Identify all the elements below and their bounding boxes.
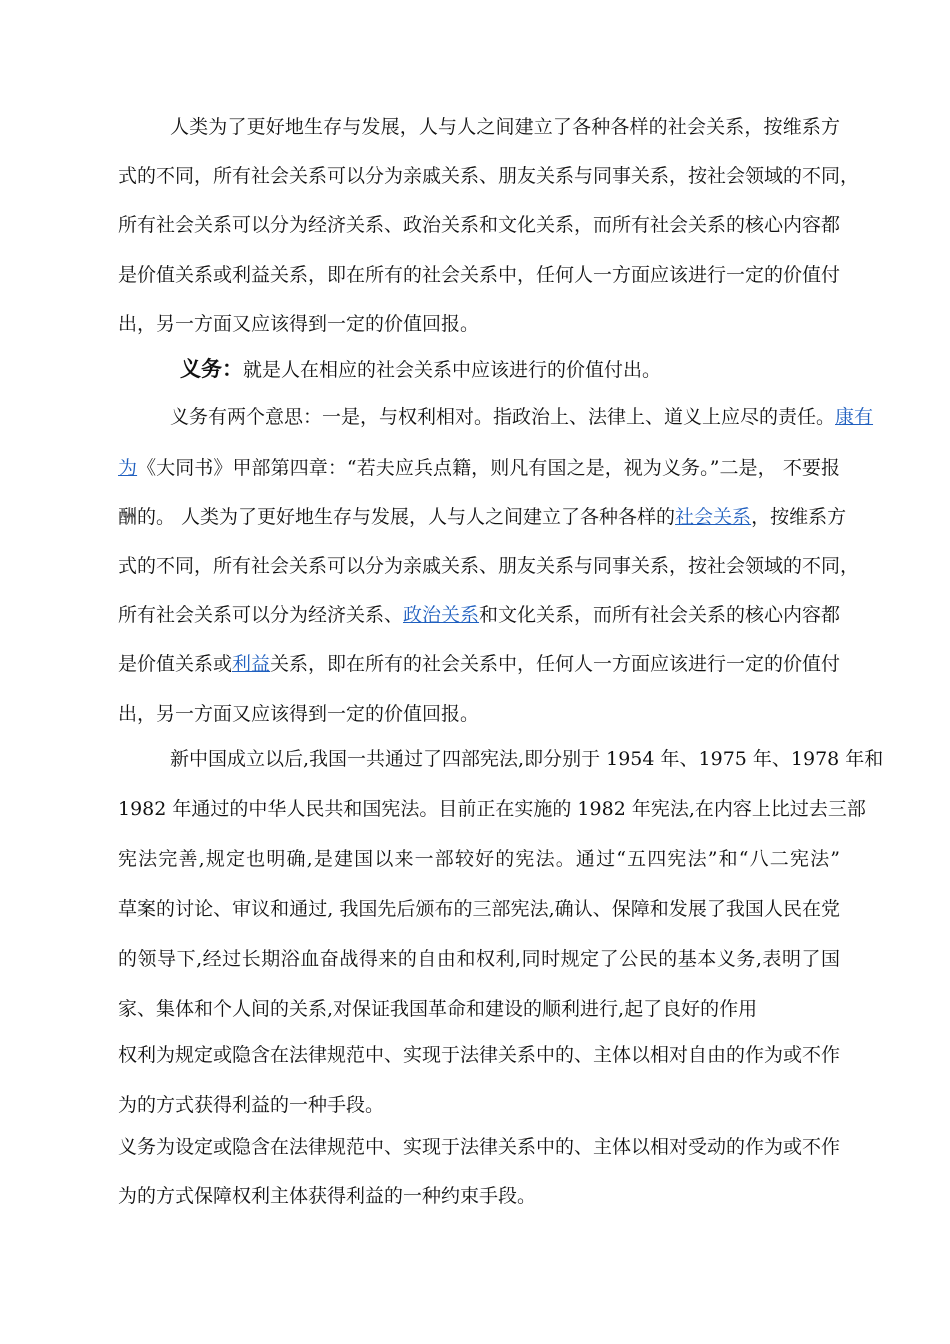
para3-text: 所有社会关系可以分为经济关系、 [118, 604, 404, 626]
para5-line-1: 权利为规定或隐含在法律规范中、实现于法律关系中的、主体以相对自由的作为或不作 [118, 1044, 841, 1066]
para5-line-2: 为的方式获得利益的一种手段。 [118, 1094, 385, 1116]
para3-text: ，按维系方 [751, 506, 847, 528]
para3-line-3 [118, 504, 847, 530]
para3-text: 和文化关系，而所有社会关系的核心内容都 [479, 604, 841, 626]
para3-line-5 [118, 602, 840, 628]
para6-line-1: 义务为设定或隐含在法律规范中、实现于法律关系中的、主体以相对受动的作为或不作 [118, 1136, 841, 1158]
para3-text: 是价值关系或 [118, 653, 233, 675]
para3-line-1 [170, 404, 874, 430]
para1-line-1: 人类为了更好地生存与发展，人与人之间建立了各种各样的社会关系，按维系方 [170, 116, 840, 138]
para3-text: 关系，即在所有的社会关系中，任何人一方面应该进行一定的价值付 [270, 653, 841, 675]
link-kang-you-wei-cont[interactable]: 为 [118, 457, 138, 479]
para3-line-4: 式的不同，所有社会关系可以分为亲戚关系、朋友关系与同事关系，按社会领域的不同， [118, 555, 860, 577]
para3-text: 义务有两个意思：一是，与权利相对。指政治上、法律上、道义上应尽的责任。 [170, 406, 836, 428]
link-interests[interactable]: 利益 [232, 653, 271, 675]
definition-term: 义务： [180, 356, 243, 381]
para4-line-5: 的领导下,经过长期浴血奋战得来的自由和权利,同时规定了公民的基本义务,表明了国 [118, 948, 840, 970]
para1-line-3: 所有社会关系可以分为经济关系、政治关系和文化关系，而所有社会关系的核心内容都 [118, 214, 841, 236]
para3-line-2 [118, 455, 840, 481]
para4-line-4: 草案的讨论、审议和通过, 我国先后颁布的三部宪法,确认、保障和发展了我国人民在党 [118, 898, 840, 920]
definition-text: 就是人在相应的社会关系中应该进行的价值付出。 [243, 359, 662, 381]
para4-line-2: 1982 年通过的中华人民共和国宪法。目前正在实施的 1982 年宪法,在内容上比过去三部 [118, 798, 866, 820]
para3-line-6 [118, 651, 840, 677]
para4-line-1: 新中国成立以后,我国一共通过了四部宪法,即分别于 1954 年、1975 年、1978 年和 [170, 748, 884, 770]
para6-line-2: 为的方式保障权利主体获得利益的一种约束手段。 [118, 1185, 537, 1207]
para3-line-7: 出，另一方面又应该得到一定的价值回报。 [118, 703, 480, 725]
para3-text: 《大同书》甲部第四章：“若夫应兵点籍，则凡有国之是，视为义务。”二是， 不要报 [137, 457, 840, 479]
link-social-relations[interactable]: 社会关系 [675, 506, 752, 528]
para1-line-4: 是价值关系或利益关系，即在所有的社会关系中，任何人一方面应该进行一定的价值付 [118, 264, 841, 286]
para1-line-5: 出，另一方面又应该得到一定的价值回报。 [118, 313, 480, 335]
para3-text: 酬的。 人类为了更好地生存与发展，人与人之间建立了各种各样的 [118, 506, 676, 528]
para4-line-3: 宪法完善,规定也明确,是建国以来一部较好的宪法。通过“五四宪法”和“八二宪法” [118, 848, 840, 870]
para1-line-2: 式的不同，所有社会关系可以分为亲戚关系、朋友关系与同事关系，按社会领域的不同， [118, 165, 860, 187]
definition-line [180, 356, 661, 383]
link-kang-you-wei[interactable]: 康有 [835, 406, 874, 428]
link-political-relations[interactable]: 政治关系 [403, 604, 480, 626]
para4-line-6: 家、集体和个人间的关系,对保证我国革命和建设的顺利进行,起了良好的作用 [118, 998, 758, 1020]
